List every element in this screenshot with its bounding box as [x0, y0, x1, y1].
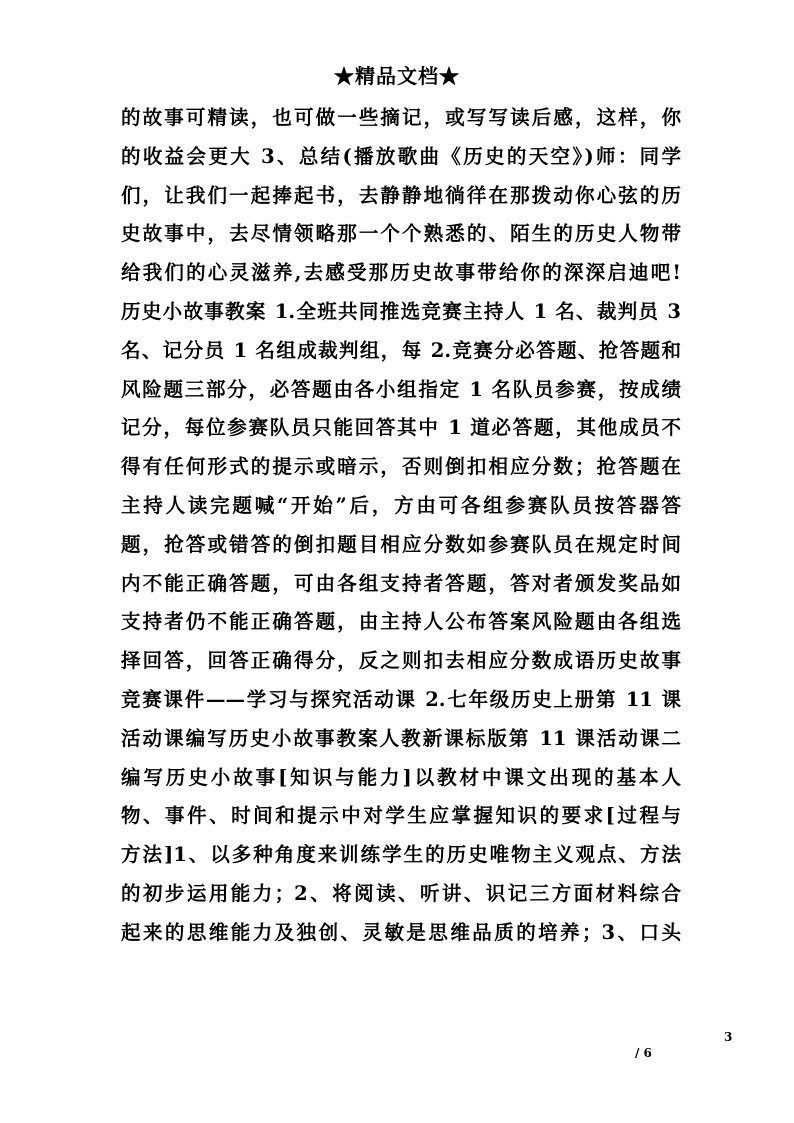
text-line: 支持者仍不能正确答题，由主持人公布答案风险题由各组选 [121, 610, 681, 634]
text-line: 活动课编写历史小故事教案人教新课标版第 11 课活动课二 [121, 726, 681, 750]
text-line: 的故事可精读，也可做一些摘记，或写写读后感，这样，你 [121, 106, 681, 129]
text-line: 内不能正确答题，可由各组支持者答题，答对者颁发奖品如 [121, 571, 681, 595]
page-number: 3 [724, 1030, 733, 1044]
body-text [121, 99, 681, 953]
text-line: 给我们的心灵滋养,去感受那历史故事带给你的深深启迪吧! [121, 261, 681, 285]
text-line: 的初步运用能力；2、将阅读、听讲、识记三方面材料综合 [121, 881, 681, 905]
text-line: 物、事件、时间和提示中对学生应掌握知识的要求[过程与 [121, 804, 681, 828]
text-line: 们，让我们一起捧起书，去静静地徜徉在那拨动你心弦的历 [121, 183, 681, 207]
text-line: 起来的思维能力及独创、灵敏是思维品质的培养；3、口头 [121, 920, 681, 944]
text-line: 择回答，回答正确得分，反之则扣去相应分数成语历史故事 [121, 649, 681, 673]
text-line: 主持人读完题喊“开始”后，方由可各组参赛队员按答器答 [121, 493, 681, 517]
text-line: 得有任何形式的提示或暗示，否则倒扣相应分数；抢答题在 [121, 455, 681, 479]
text-line: 记分，每位参赛队员只能回答其中 1 道必答题，其他成员不 [121, 416, 681, 440]
text-line: 历史小故事教案 1.全班共同推选竞赛主持人 1 名、裁判员 3 [121, 299, 681, 323]
text-line: 风险题三部分，必答题由各小组指定 1 名队员参赛，按成绩 [121, 377, 681, 401]
text-line: 编写历史小故事[知识与能力]以教材中课文出现的基本人 [121, 765, 681, 789]
page-total: / 6 [635, 1046, 652, 1060]
text-line: 的收益会更大 3、总结(播放歌曲《历史的天空》)师：同学 [121, 144, 681, 168]
text-line: 竞赛课件——学习与探究活动课 2.七年级历史上册第 11 课 [121, 687, 681, 711]
text-line: 题，抢答或错答的倒扣题目相应分数如参赛队员在规定时间 [121, 532, 681, 556]
document-header: ★精品文档★ [334, 64, 460, 88]
text-line: 名、记分员 1 名组成裁判组，每 2.竞赛分必答题、抢答题和 [121, 338, 681, 362]
text-line: 史故事中，去尽情领略那一个个熟悉的、陌生的历史人物带 [121, 222, 681, 246]
text-line: 方法]1、以多种角度来训练学生的历史唯物主义观点、方法 [121, 843, 681, 867]
